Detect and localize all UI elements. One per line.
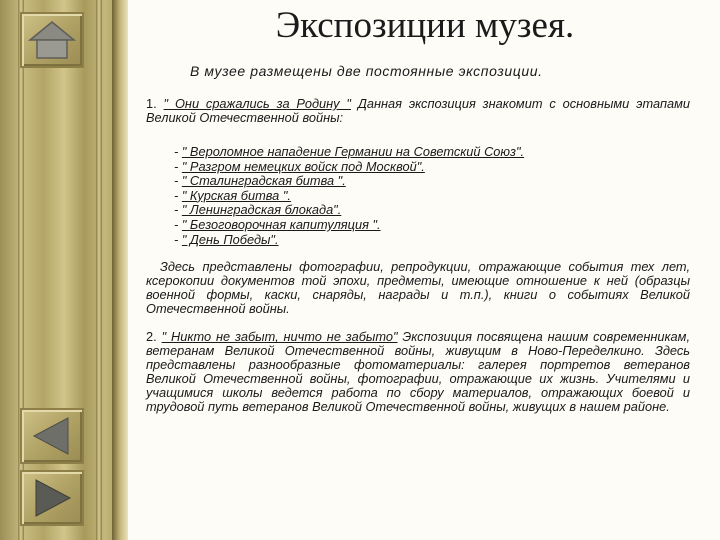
sidebar-stripe: [96, 0, 102, 540]
list-item[interactable]: - " Ленинградская блокада".: [174, 202, 342, 218]
slide-content: [146, 97, 690, 414]
list-item[interactable]: - " Курская битва ".: [174, 187, 291, 203]
exposition-1-intro: [146, 97, 690, 125]
list-item[interactable]: - " Разгром немецких войск под Москвой".: [174, 158, 425, 174]
exposition-1-link[interactable]: " Они сражались за Родину ": [163, 96, 351, 111]
triangle-right-icon: [22, 472, 82, 524]
sidebar-edge: [112, 0, 128, 540]
next-slide-button[interactable]: [20, 470, 84, 526]
list-item[interactable]: - " День Победы".: [174, 231, 279, 247]
previous-slide-button[interactable]: [20, 408, 84, 464]
exposition-2-intro: [146, 330, 690, 414]
exposition-1-details: Здесь представлены фотографии, репродукции, отражающие события тех лет, ксерокопии документов той эпохи, предметы, имеющие отношение к ней (образцы военной формы, каски, снаряды, награды и т.п.), книги о событиях Великой Отечественной войны.: [146, 259, 690, 317]
home-button[interactable]: [20, 12, 84, 68]
sidebar-decoration: [0, 0, 128, 540]
list-item[interactable]: - " Сталинградская битва ".: [174, 173, 346, 189]
slide-title: Экспозиции музея.: [275, 5, 575, 46]
triangle-left-icon: [22, 410, 82, 462]
exposition-1-topic-list: [174, 145, 690, 247]
exposition-2-description: Экспозиция посвящена нашим современникам, ветеранам Великой Отечественной войны, живущим в Ново-Переделкино. Здесь представлены разнообразные фотоматериалы: галерея портретов ветеранов Великой Отечественной войны, фотографии, отражающие их жизнь. Учителями и учащимися школы ведется работа по сбору материалов, отражающих боевой и трудовой путь ветеранов Великой Отечественной войны, живущих в нашем районе.: [146, 329, 691, 415]
list-item[interactable]: - " Безоговорочная капитуляция ".: [174, 216, 381, 232]
exposition-2-number: 2.: [146, 329, 157, 345]
exposition-2-link[interactable]: " Никто не забыт, ничто не забыто": [161, 329, 398, 345]
home-icon: [22, 14, 82, 66]
list-item[interactable]: - " Вероломное нападение Германии на Советский Союз".: [174, 144, 525, 159]
exposition-1-number: 1.: [146, 96, 157, 111]
exposition-1-description: Данная экспозиция знакомит с основными этапами Великой Отечественной войны:: [146, 96, 690, 125]
slide-subtitle: В музее размещены две постоянные экспозиции.: [190, 63, 543, 79]
